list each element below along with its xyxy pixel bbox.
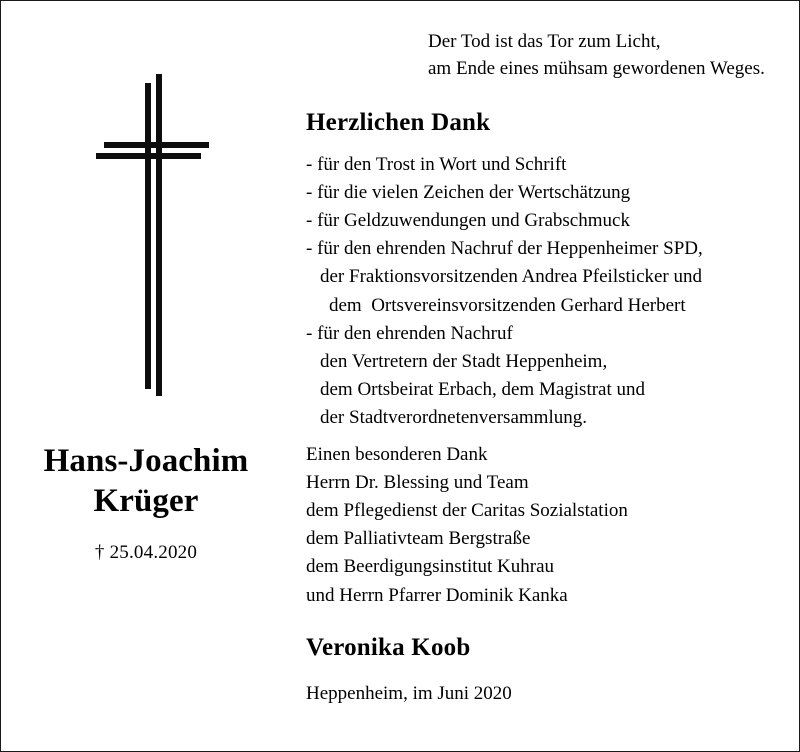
special-thanks-block [306,441,786,610]
thanks-item-continuation: dem Ortsvereinsvorsitzenden Gerhard Herbert [329,294,686,316]
thanks-item: - für den ehrenden Nachruf [306,322,513,344]
thanks-item-continuation: den Vertretern der Stadt Heppenheim, [320,350,608,372]
thanks-heading: Herzlichen Dank [306,109,491,136]
epigraph [428,29,765,83]
christian-cross-icon [1,61,291,406]
deceased-name [1,441,291,522]
deceased-block [1,441,291,564]
text-column [304,1,794,752]
special-thanks-line: dem Pflegedienst der Caritas Sozialstation [306,500,628,522]
special-thanks-line: Herrn Dr. Blessing und Team [306,472,529,494]
memorial-column [1,1,291,752]
deceased-name-line-1: Hans-Joachim [43,443,249,479]
death-date: † 25.04.2020 [94,541,198,563]
thanks-item-continuation: der Stadtverordnetenversammlung. [320,406,587,428]
signature-place-and-date: Heppenheim, im Juni 2020 [306,683,512,704]
special-thanks-line: dem Beerdigungsinstitut Kuhrau [306,556,555,578]
special-thanks-line: dem Palliativteam Bergstraße [306,528,531,550]
thanks-list [306,151,786,432]
deceased-name-line-2: Krüger [93,483,199,520]
thanks-item: - für die vielen Zeichen der Wertschätzung [306,182,631,204]
thanks-item-continuation: dem Ortsbeirat Erbach, dem Magistrat und [320,378,646,400]
special-thanks-line: Einen besonderen Dank [306,444,488,465]
thanks-item: - für den ehrenden Nachruf der Heppenheimer SPD, [306,238,703,260]
signature-name: Veronika Koob [306,634,471,661]
epigraph-line-2: am Ende eines mühsam gewordenen Weges. [428,57,765,79]
thanks-item: - für den Trost in Wort und Schrift [306,154,567,175]
thanks-item: - für Geldzuwendungen und Grabschmuck [306,210,630,232]
epigraph-line-1: Der Tod ist das Tor zum Licht, [428,31,661,52]
thanks-item-continuation: der Fraktionsvorsitzenden Andrea Pfeilsticker und [320,266,703,288]
special-thanks-line: und Herrn Pfarrer Dominik Kanka [306,584,568,606]
